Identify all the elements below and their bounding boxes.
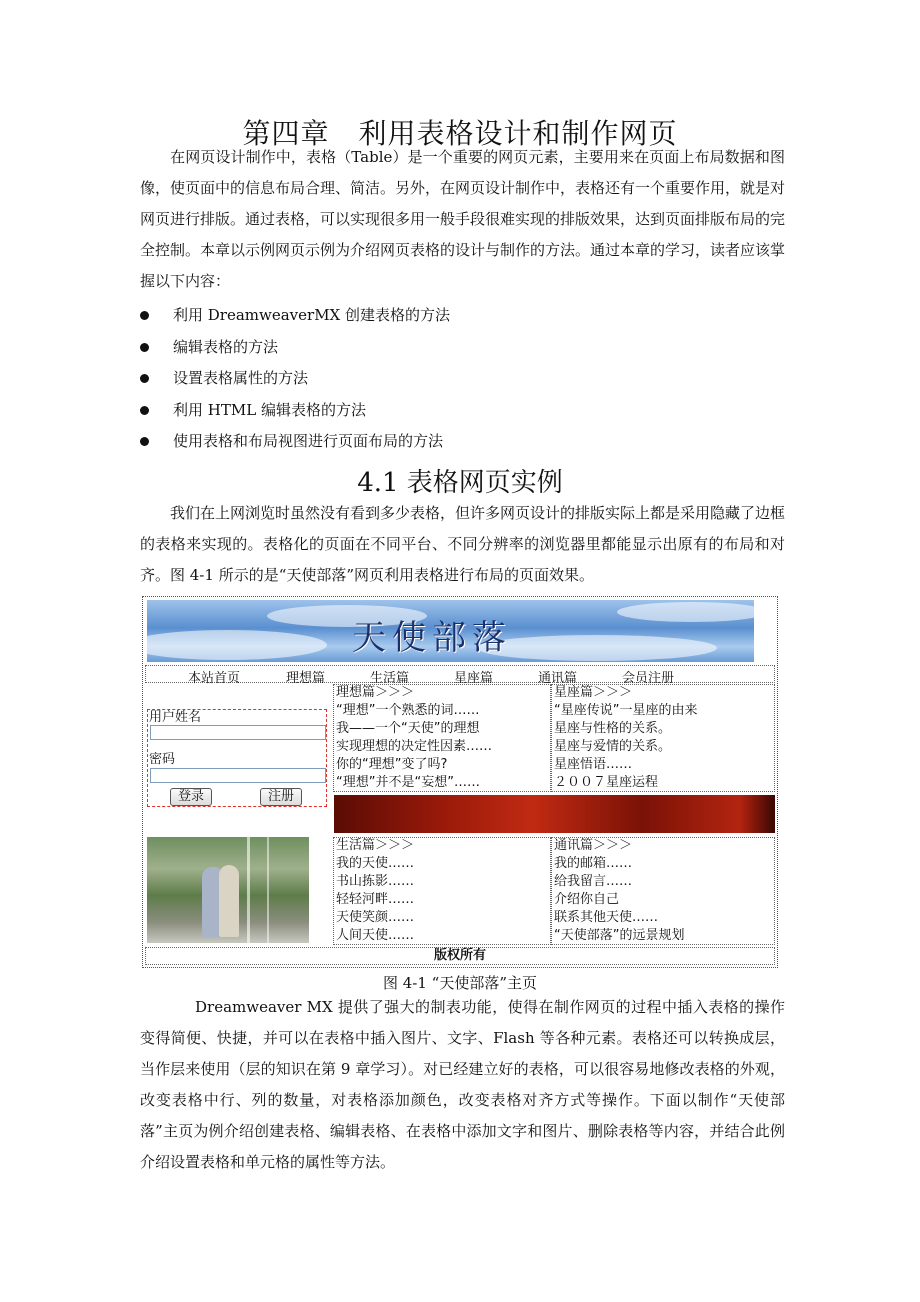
bullet-icon [140, 343, 149, 352]
list-item[interactable]: “星座传说”一星座的由来 [554, 703, 698, 718]
login-box [147, 709, 327, 807]
star-header[interactable]: 星座篇＞＞＞ [554, 685, 633, 700]
bullet-icon [140, 406, 149, 415]
nav-home[interactable]: 本站首页 [188, 671, 241, 686]
banner-image [147, 600, 754, 662]
list-item[interactable]: 实现理想的决定性因素…… [336, 739, 493, 754]
list-item: 利用 DreamweaverMX 创建表格的方法 [140, 300, 780, 332]
comm-header[interactable]: 通讯篇＞＞＞ [554, 838, 633, 853]
username-label: 用户姓名 [149, 710, 202, 725]
register-button[interactable]: 注册 [260, 788, 302, 806]
nav-ideal[interactable]: 理想篇 [286, 671, 326, 686]
intro-paragraph [140, 142, 785, 297]
bullet-icon [140, 374, 149, 383]
list-item[interactable]: “天使部落”的远景规划 [554, 928, 685, 943]
list-item: 设置表格属性的方法 [140, 363, 780, 395]
photo-image [147, 837, 309, 943]
copyright-footer: 版权所有 [145, 947, 775, 965]
figure-screenshot [142, 596, 778, 968]
ideal-column [333, 684, 551, 792]
list-item[interactable]: 介绍你自己 [554, 892, 620, 907]
section-title: 4.1 表格网页实例 [357, 468, 563, 498]
password-field[interactable] [150, 768, 326, 783]
list-item[interactable]: 我的天使…… [336, 856, 415, 871]
list-item[interactable]: 书山拣影…… [336, 874, 415, 889]
intro-paragraph-text: 在网页设计制作中，表格（Table）是一个重要的网页元素，主要用来在页面上布局数据和图像，使页面中的信息布局合理、简洁。另外，在网页设计制作中，表格还有一个重要作用，就是对网页进行排版。通过表格，可以实现很多用一般手段很难实现的排版效果，达到页面排版布局的完全控制。本章以示例网页示例为介绍网页表格的设计与制作的方法。通过本章的学习，读者应该掌握以下内容： [140, 148, 786, 290]
nav-bar [145, 665, 775, 686]
chapter-title: 第四章 利用表格设计和制作网页 [242, 117, 678, 150]
decorative-banner-strip [334, 795, 775, 833]
closing-paragraph [140, 992, 785, 1178]
list-item[interactable]: 星座与爱情的关系。 [554, 739, 672, 754]
bullet-icon [140, 311, 149, 320]
list-item[interactable]: 我的邮箱…… [554, 856, 633, 871]
ideal-header[interactable]: 理想篇＞＞＞ [336, 685, 415, 700]
list-item: 利用 HTML 编辑表格的方法 [140, 395, 780, 427]
nav-register[interactable]: 会员注册 [622, 671, 675, 686]
list-item[interactable]: “理想”一个熟悉的词…… [336, 703, 480, 718]
star-column [551, 684, 775, 792]
login-button[interactable]: 登录 [170, 788, 212, 806]
closing-paragraph-text: Dreamweaver MX 提供了强大的制表功能，使得在制作网页的过程中插入表格的操作变得简便、快捷，并可以在表格中插入图片、文字、Flash 等各种元素。表格还可以转换成层，当作层来使用（层的知识在第 9 章学习）。对已经建立好的表格，可以很容易地修改表格的外观，改变表格中行、列的数量，对表格添加颜色，改变表格对齐方式等操作。下面以制作“天使部落”主页为例介绍创建表格、编辑表格、在表格中添加文字和图片、删除表格等内容，并结合此例介绍设置表格和单元格的属性等方法。 [140, 998, 785, 1171]
section-paragraph-text: 我们在上网浏览时虽然没有看到多少表格，但许多网页设计的排版实际上都是采用隐藏了边框的表格来实现的。表格化的页面在不同平台、不同分辨率的浏览器里都能显示出原有的布局和对齐。图 4-1 所示的是“天使部落”网页利用表格进行布局的页面效果。 [140, 504, 786, 584]
list-item[interactable]: 人间天使…… [336, 928, 415, 943]
banner-title: 天使部落 [352, 618, 512, 658]
list-item[interactable]: 星座与性格的关系。 [554, 721, 672, 736]
comm-column [551, 837, 775, 945]
list-item[interactable]: 星座悟语…… [554, 757, 633, 772]
nav-life[interactable]: 生活篇 [370, 671, 410, 686]
list-item[interactable]: 我——一个“天使”的理想 [336, 721, 480, 736]
list-item[interactable]: ２００７星座运程 [554, 775, 659, 790]
section-paragraph [140, 498, 785, 591]
life-column [333, 837, 551, 945]
list-item[interactable]: “理想”并不是“妄想”…… [336, 775, 480, 790]
username-field[interactable] [150, 725, 326, 740]
life-header[interactable]: 生活篇＞＞＞ [336, 838, 415, 853]
bullet-icon [140, 437, 149, 446]
list-item[interactable]: 天使笑颜…… [336, 910, 415, 925]
figure-caption: 图 4-1 “天使部落”主页 [382, 974, 538, 992]
nav-star[interactable]: 星座篇 [454, 671, 494, 686]
list-item: 编辑表格的方法 [140, 332, 780, 364]
password-label: 密码 [149, 752, 176, 767]
list-item[interactable]: 给我留言…… [554, 874, 633, 889]
list-item[interactable]: 轻轻河畔…… [336, 892, 415, 907]
list-item: 使用表格和布局视图进行页面布局的方法 [140, 426, 780, 458]
list-item[interactable]: 联系其他天使…… [554, 910, 659, 925]
nav-comm[interactable]: 通讯篇 [538, 671, 578, 686]
list-item[interactable]: 你的“理想”变了吗? [336, 757, 448, 772]
bullet-list [140, 300, 780, 458]
